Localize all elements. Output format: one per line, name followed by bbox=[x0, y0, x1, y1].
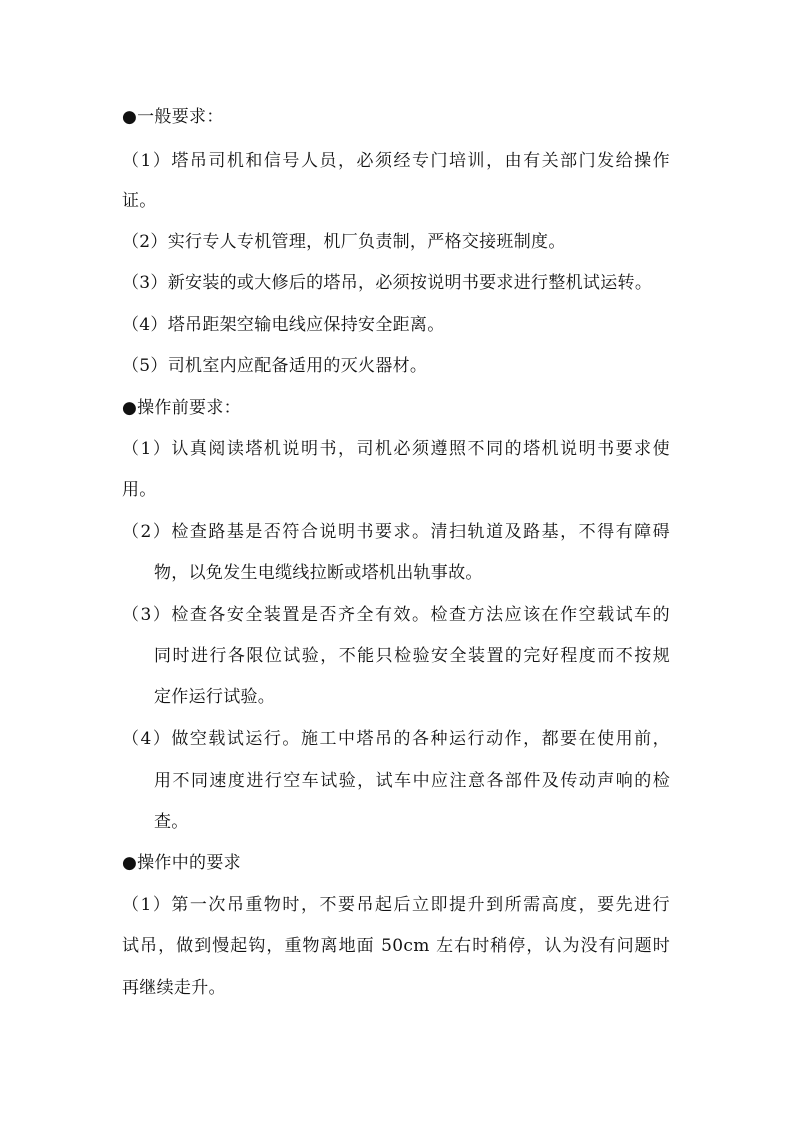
in-item-1-line-1: （1）第一次吊重物时，不要吊起后立即提升到所需高度，要先进行 bbox=[122, 895, 670, 915]
in-item-1-line-2: 试吊，做到慢起钩，重物离地面 50cm 左右时稍停，认为没有问题时 bbox=[122, 936, 670, 956]
section-heading-general: ●一般要求： bbox=[122, 107, 224, 127]
pre-item-3-line-3: 定作运行试验。 bbox=[154, 687, 276, 707]
pre-item-4-line-3: 查。 bbox=[154, 812, 189, 832]
general-item-3: （3）新安装的或大修后的塔吊，必须按说明书要求进行整机试运转。 bbox=[122, 273, 653, 293]
pre-item-2-line-1: （2）检查路基是否符合说明书要求。清扫轨道及路基，不得有障碍 bbox=[122, 522, 670, 542]
pre-item-2-line-2: 物，以免发生电缆线拉断或塔机出轨事故。 bbox=[154, 563, 483, 583]
pre-item-4-line-2: 用不同速度进行空车试验，试车中应注意各部件及传动声响的检 bbox=[154, 771, 670, 791]
pre-item-1-line-2: 用。 bbox=[122, 480, 157, 500]
pre-item-3-line-1: （3）检查各安全装置是否齐全有效。检查方法应该在作空载试车的 bbox=[122, 605, 670, 625]
general-item-5: （5）司机室内应配备适用的灭火器材。 bbox=[122, 356, 428, 376]
pre-item-3-line-2: 同时进行各限位试验，不能只检验安全装置的完好程度而不按规 bbox=[154, 646, 670, 666]
section-heading-in-operation: ●操作中的要求 bbox=[122, 853, 241, 873]
section-heading-pre-operation: ●操作前要求： bbox=[122, 398, 241, 418]
general-item-2: （2）实行专人专机管理，机厂负责制，严格交接班制度。 bbox=[122, 232, 566, 252]
general-item-1-line-1: （1）塔吊司机和信号人员，必须经专门培训，由有关部门发给操作 bbox=[122, 151, 670, 171]
pre-item-1-line-1: （1）认真阅读塔机说明书，司机必须遵照不同的塔机说明书要求使 bbox=[122, 439, 670, 459]
in-item-1-line-3: 再继续走升。 bbox=[122, 978, 226, 998]
pre-item-4-line-1: （4）做空载试运行。施工中塔吊的各种运行动作，都要在使用前， bbox=[122, 729, 670, 749]
general-item-4: （4）塔吊距架空输电线应保持安全距离。 bbox=[122, 315, 445, 335]
general-item-1-line-2: 证。 bbox=[122, 191, 157, 211]
